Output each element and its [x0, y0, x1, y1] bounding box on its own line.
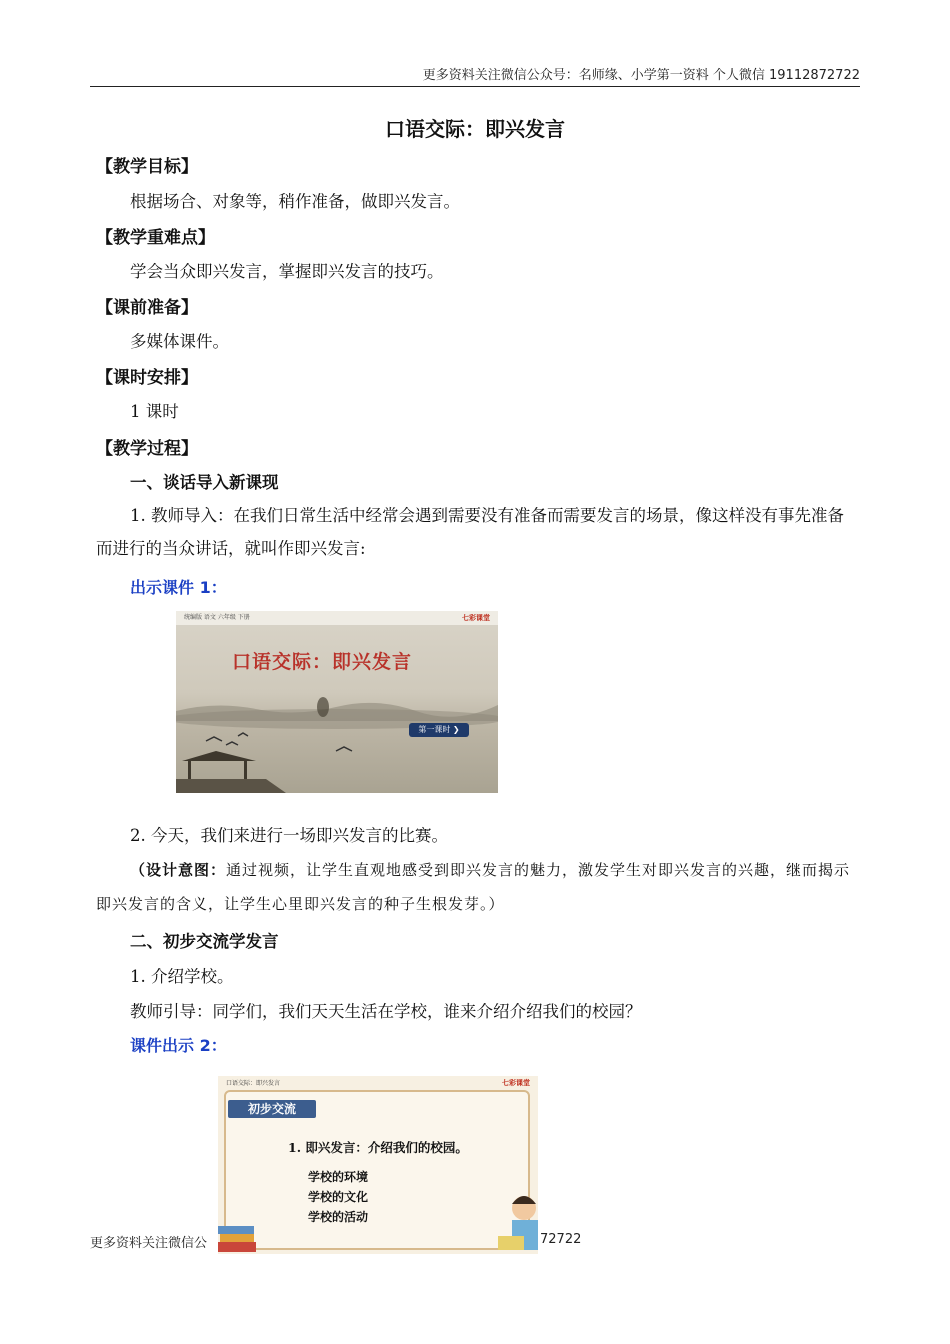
- slide2-line1: 1. 即兴发言：介绍我们的校园。: [288, 1140, 468, 1155]
- design-label: （设计意图：: [130, 861, 227, 879]
- slide1-label: 出示课件 1：: [130, 578, 227, 597]
- prep-text: 多媒体课件。: [130, 332, 229, 351]
- header-text: 更多资料关注微信公众号：名师缘、小学第一资料 个人微信 19112872722: [422, 68, 860, 83]
- slide2-item: 学校的文化: [308, 1190, 369, 1204]
- time-heading: 【课时安排】: [96, 368, 198, 388]
- footer-left: 更多资料关注微信公: [90, 1236, 208, 1251]
- slide2-tag: 初步交流: [228, 1100, 316, 1118]
- design-intent: [96, 853, 860, 921]
- slide2-label: 课件出示 2：: [130, 1036, 227, 1055]
- slide1-image: [176, 611, 498, 793]
- part2-guide: 教师引导：同学们，我们天天生活在学校，谁来介绍介绍我们的校园？: [130, 1002, 642, 1021]
- process-heading: 【教学过程】: [96, 439, 198, 459]
- goal-text: 根据场合、对象等，稍作准备，做即兴发言。: [130, 192, 460, 211]
- goal-heading: 【教学目标】: [96, 157, 198, 177]
- prep-heading: 【课前准备】: [96, 298, 198, 318]
- document-title: 口语交际：即兴发言: [385, 117, 565, 141]
- page-header: [90, 64, 860, 87]
- slide2-logo: 七彩课堂: [502, 1079, 530, 1087]
- part2-item1: 1. 介绍学校。: [130, 967, 234, 986]
- part2-heading: 二、初步交流学发言: [130, 932, 279, 951]
- books-illustration: [218, 1076, 538, 1254]
- slide2-top-text: 口语交际：即兴发言: [226, 1080, 281, 1087]
- part1-item1: 1. 教师导入：在我们日常生活中经常会遇到需要没有准备而需要发言的场景，像这样没有事先准备而进行的当众讲话，就叫作即兴发言:: [96, 506, 844, 558]
- key-heading: 【教学重难点】: [96, 228, 215, 248]
- slide1-logo: 七彩课堂: [462, 614, 490, 622]
- lesson-button: 第一课时 ❯: [409, 723, 469, 737]
- design-text: 通过视频，让学生直观地感受到即兴发言的魅力，激发学生对即兴发言的兴趣，继而揭示即兴发言的含义，让学生心里即兴发言的种子生根发芽。）: [96, 861, 851, 913]
- footer-right: 72722: [540, 1232, 582, 1247]
- slide1-bar: 统编版 语文 六年级 下册: [176, 611, 498, 625]
- slide1-title: 口语交际：即兴发言: [232, 651, 413, 673]
- time-text: 1 课时: [130, 402, 179, 421]
- slide2-image: [218, 1076, 538, 1254]
- slide2-item: 学校的环境: [308, 1170, 369, 1184]
- part1-heading: 一、谈话导入新课现: [130, 473, 279, 492]
- landscape-illustration: [176, 611, 498, 793]
- key-text: 学会当众即兴发言，掌握即兴发言的技巧。: [130, 262, 444, 281]
- part1-item2: 2. 今天，我们来进行一场即兴发言的比赛。: [130, 826, 448, 845]
- slide2-item: 学校的活动: [308, 1210, 369, 1224]
